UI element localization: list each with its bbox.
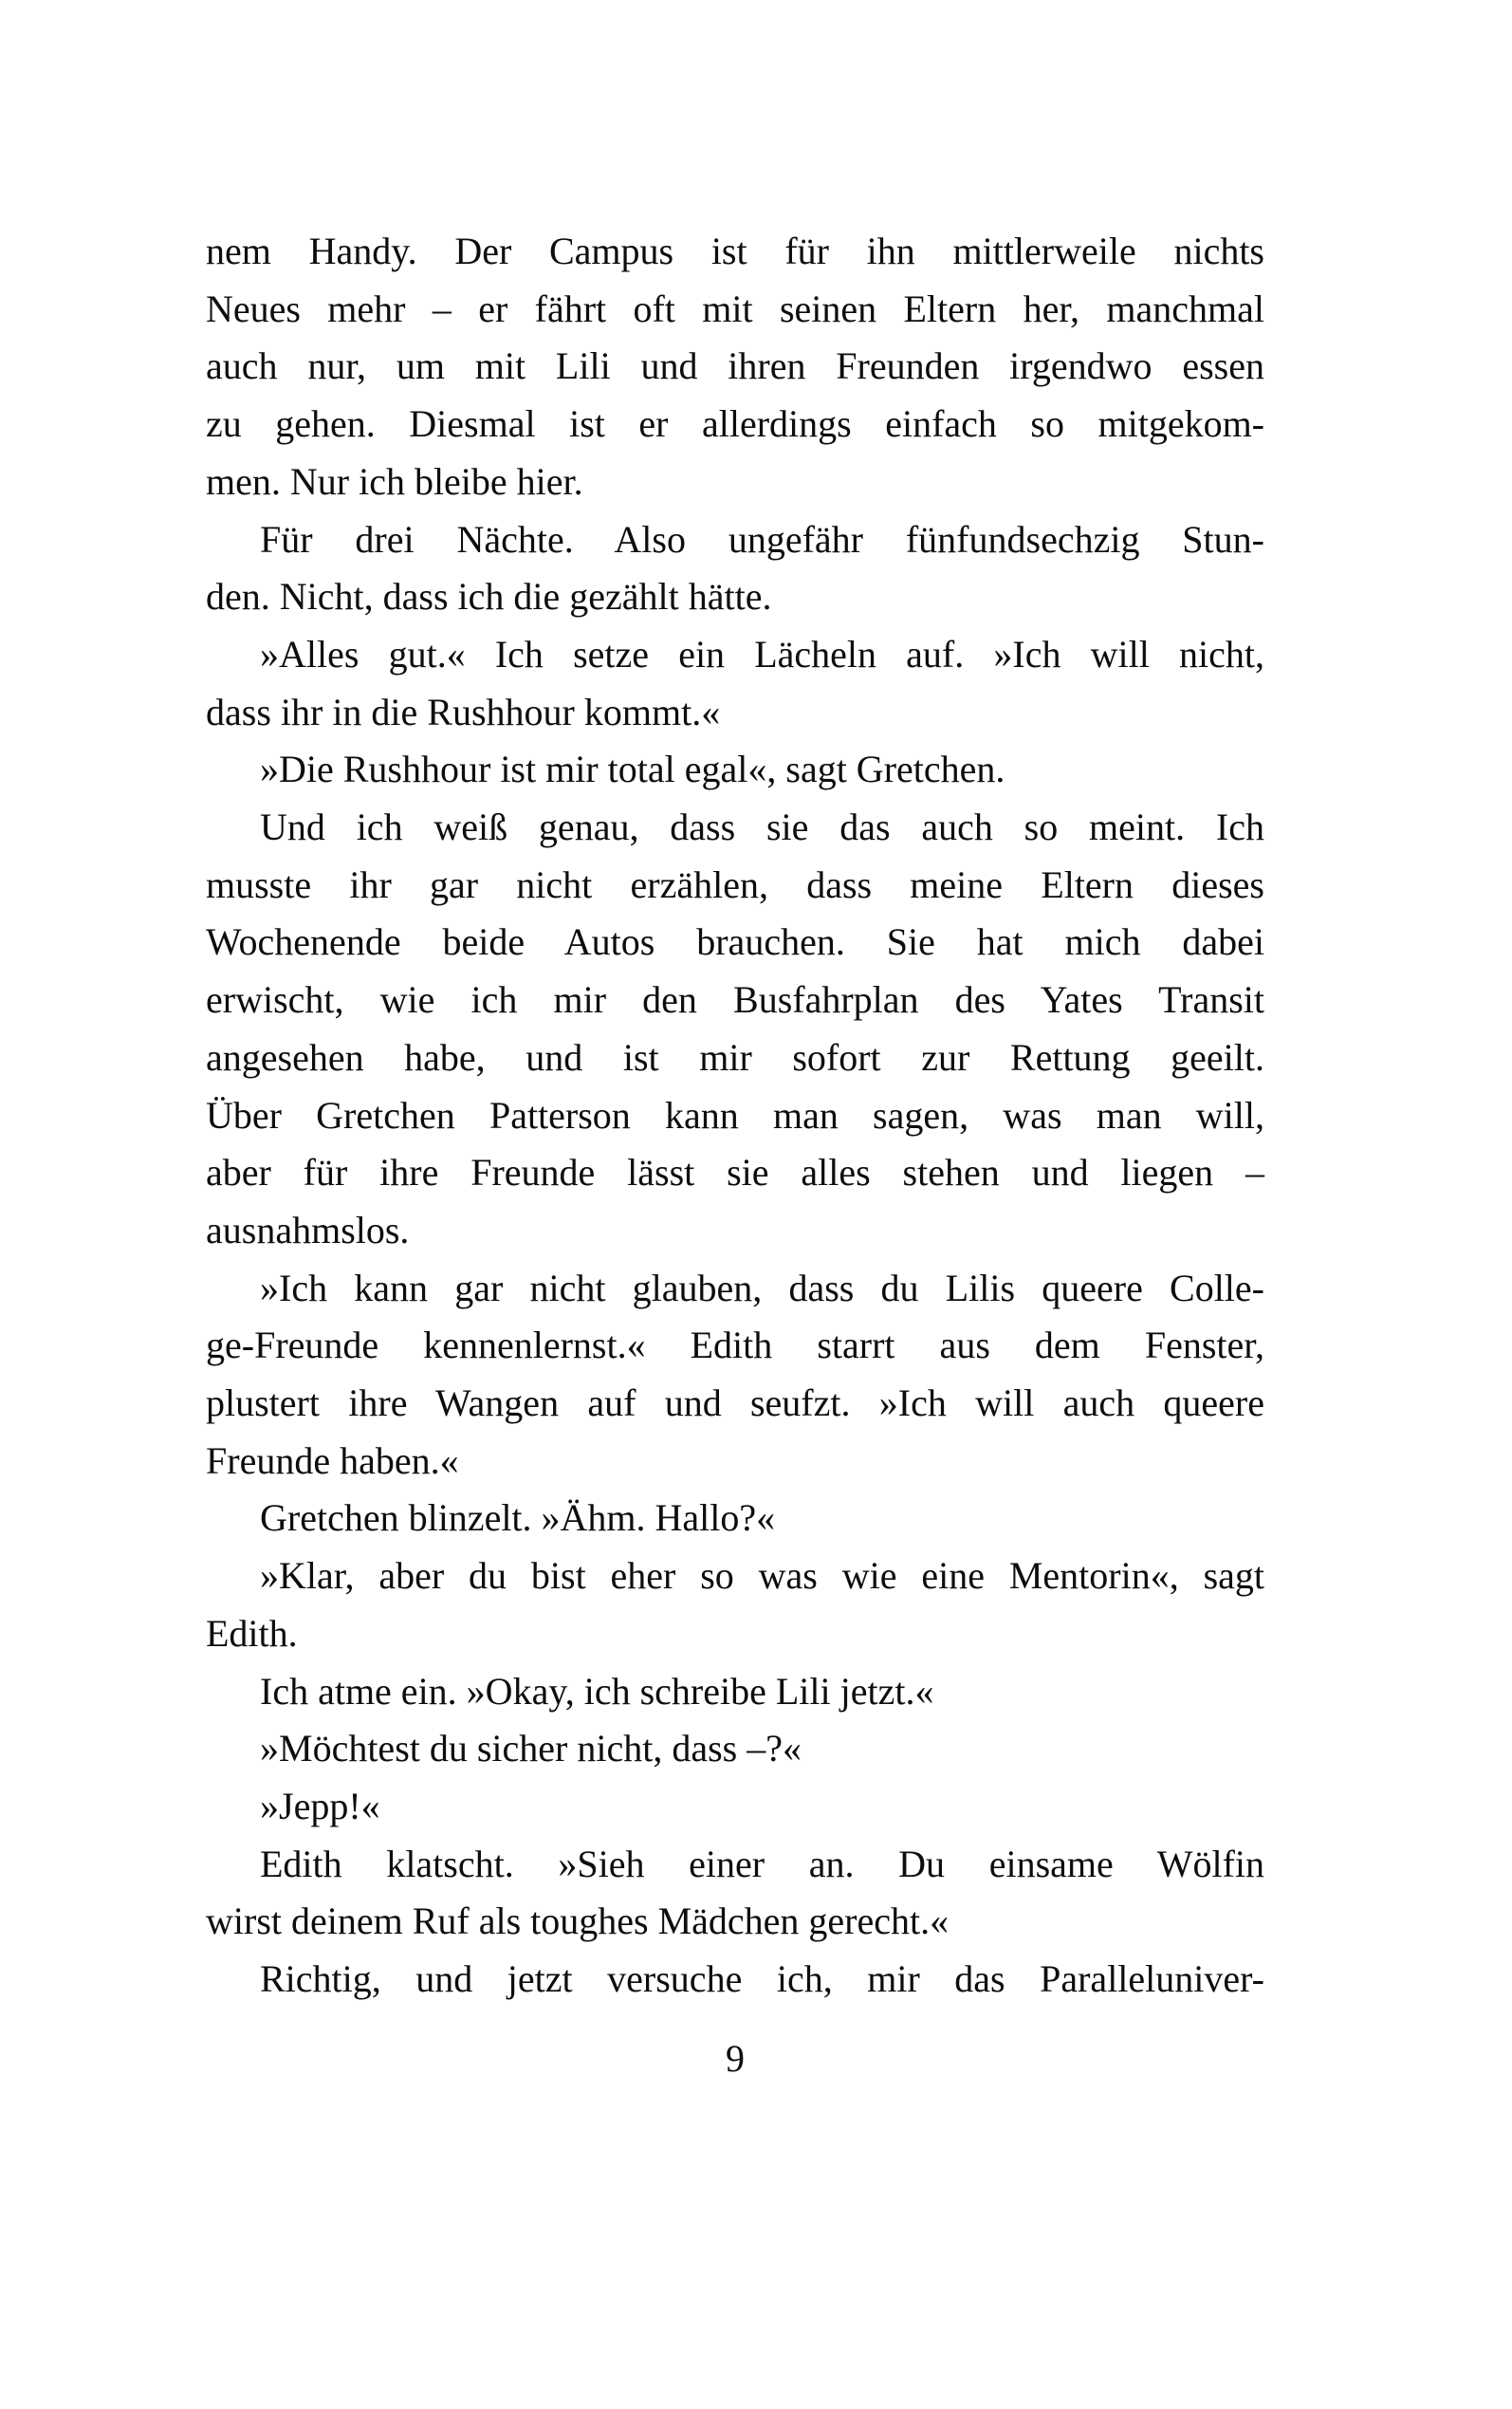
text-line: wirst deinem Ruf als toughes Mädchen gerecht.« xyxy=(206,1899,950,1943)
paragraph xyxy=(206,741,1264,799)
paragraph xyxy=(206,799,1264,1260)
text-line: Edith. xyxy=(206,1611,298,1655)
paragraph xyxy=(206,1490,1264,1547)
paragraph xyxy=(206,1663,1264,1721)
paragraph xyxy=(206,1778,1264,1836)
paragraph xyxy=(206,223,1264,511)
paragraph xyxy=(206,1720,1264,1778)
text-line: angesehen habe, und ist mir sofort zur Rettung geeilt. xyxy=(206,1035,1264,1079)
paragraph xyxy=(206,1260,1264,1491)
page-number: 9 xyxy=(726,2037,745,2080)
page-text xyxy=(206,223,1264,2009)
text-line: erwischt, wie ich mir den Busfahrplan des Yates Transit xyxy=(206,978,1264,1022)
paragraph xyxy=(206,1836,1264,1951)
paragraph xyxy=(206,511,1264,626)
text-line: »Die Rushhour ist mir total egal«, sagt Gretchen. xyxy=(260,748,1005,791)
text-line: Edith klatscht. »Sieh einer an. Du einsame Wölfin xyxy=(260,1842,1264,1885)
text-line: men. Nur ich bleibe hier. xyxy=(206,459,583,503)
paragraph xyxy=(206,626,1264,741)
text-line: Für drei Nächte. Also ungefähr fünfundsechzig Stun- xyxy=(260,517,1264,561)
text-line: Über Gretchen Patterson kann man sagen, was man will, xyxy=(206,1093,1264,1137)
text-line: Ich atme ein. »Okay, ich schreibe Lili jetzt.« xyxy=(260,1669,934,1713)
text-line: »Möchtest du sicher nicht, dass –?« xyxy=(260,1727,802,1770)
text-line: nem Handy. Der Campus ist für ihn mittlerweile nichts xyxy=(206,230,1264,272)
paragraph xyxy=(206,1951,1264,2009)
text-line: zu gehen. Diesmal ist er allerdings einfach so mitgekom- xyxy=(206,402,1264,446)
text-line: Wochenende beide Autos brauchen. Sie hat mich dabei xyxy=(206,920,1264,964)
text-line: Neues mehr – er fährt oft mit seinen Eltern her, manchmal xyxy=(206,287,1264,330)
text-line: dass ihr in die Rushhour kommt.« xyxy=(206,690,721,733)
text-line: aber für ihre Freunde lässt sie alles stehen und liegen – xyxy=(206,1151,1264,1195)
text-line: musste ihr gar nicht erzählen, dass meine Eltern dieses xyxy=(206,862,1264,906)
paragraph xyxy=(206,1547,1264,1662)
text-line: »Jepp!« xyxy=(260,1784,380,1827)
text-line: Und ich weiß genau, dass sie das auch so meint. Ich xyxy=(260,806,1264,849)
text-line: auch nur, um mit Lili und ihren Freunden irgendwo essen xyxy=(206,344,1264,388)
text-line: »Alles gut.« Ich setze ein Lächeln auf. »Ich will nicht, xyxy=(260,632,1264,676)
text-line: ge-Freunde kennenlernst.« Edith starrt aus dem Fenster, xyxy=(206,1324,1264,1367)
text-line: »Klar, aber du bist eher so was wie eine Mentorin«, sagt xyxy=(260,1554,1264,1598)
text-line: Freunde haben.« xyxy=(206,1438,459,1482)
text-line: den. Nicht, dass ich die gezählt hätte. xyxy=(206,575,772,619)
text-line: plustert ihre Wangen auf und seufzt. »Ich will auch queere xyxy=(206,1381,1264,1425)
text-line: Gretchen blinzelt. »Ähm. Hallo?« xyxy=(260,1496,776,1540)
text-line: ausnahmslos. xyxy=(206,1208,410,1251)
text-line: »Ich kann gar nicht glauben, dass du Lilis queere Colle- xyxy=(260,1266,1264,1309)
text-line: Richtig, und jetzt versuche ich, mir das Paralleluniver- xyxy=(260,1957,1264,2001)
